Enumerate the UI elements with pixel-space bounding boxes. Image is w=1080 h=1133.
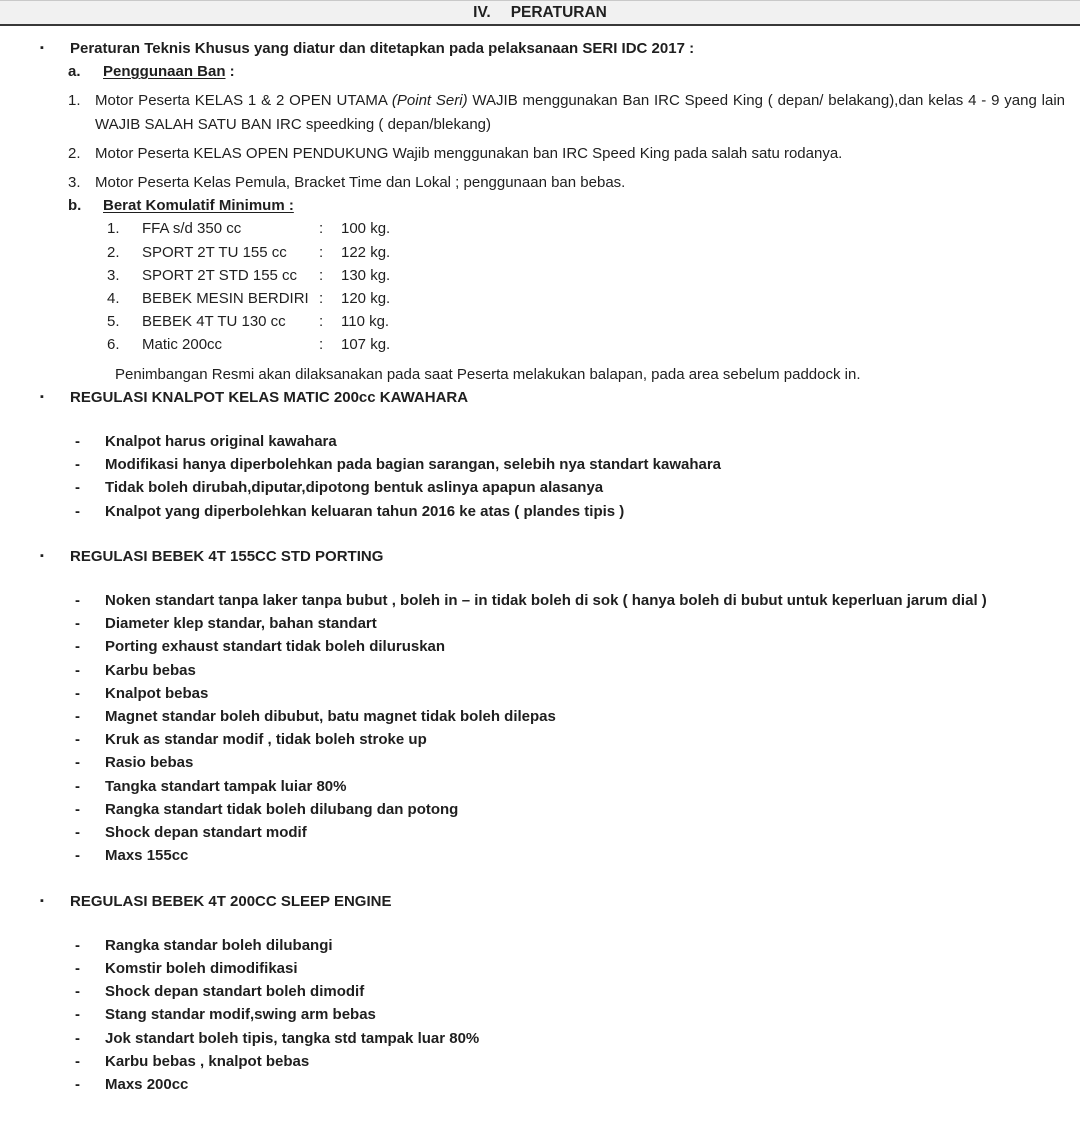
dash-marker: - bbox=[75, 959, 80, 977]
weight-class: BEBEK 4T TU 130 cc bbox=[142, 313, 286, 331]
dash-list bbox=[40, 934, 1065, 1096]
list-item-text: Tidak boleh dirubah,diputar,dipotong bentuk aslinya apapun alasanya bbox=[105, 479, 604, 497]
list-item bbox=[75, 821, 1065, 844]
list-item bbox=[75, 476, 1065, 499]
weight-value: 130 kg. bbox=[341, 266, 391, 284]
list-item bbox=[75, 705, 1065, 728]
section-heading: REGULASI BEBEK 4T 200CC SLEEP ENGINE bbox=[70, 892, 392, 910]
section-heading-row bbox=[40, 545, 1065, 568]
weight-row bbox=[107, 217, 1065, 240]
item-number: 1. bbox=[68, 92, 81, 110]
section-heading: REGULASI KNALPOT KELAS MATIC 200cc KAWAHARA bbox=[70, 388, 469, 406]
list-item bbox=[75, 751, 1065, 774]
item-number: 3. bbox=[68, 174, 81, 192]
regulation-section-knalpot bbox=[40, 386, 1065, 523]
item-text-italic: (Point Seri) bbox=[391, 92, 468, 110]
dash-marker: - bbox=[75, 479, 80, 497]
document-body bbox=[0, 26, 1080, 1096]
numbered-item bbox=[68, 142, 1065, 165]
dash-marker: - bbox=[75, 1075, 80, 1093]
list-item-text: Shock depan standart modif bbox=[105, 824, 307, 842]
subheading-a-suffix: : bbox=[225, 63, 235, 81]
weight-number: 1. bbox=[107, 220, 120, 238]
list-item bbox=[75, 612, 1065, 635]
weight-number: 4. bbox=[107, 290, 120, 308]
list-item bbox=[75, 728, 1065, 751]
item-text-post: WAJIB menggunakan Ban IRC Speed King ( depan/ belakang),dan kelas 4 - 9 yang lain WAJIB SALAH SATU BAN IRC speedking ( depan/blekang) bbox=[95, 92, 1065, 133]
weight-colon: : bbox=[319, 220, 324, 238]
list-item bbox=[75, 844, 1065, 867]
weight-colon: : bbox=[319, 336, 324, 354]
section-numeral: IV. bbox=[473, 3, 491, 21]
square-bullet-icon: ▪ bbox=[40, 894, 44, 907]
list-item bbox=[75, 1073, 1065, 1096]
subheading-a-text bbox=[103, 60, 235, 83]
list-item-text: Rangka standart tidak boleh dilubang dan potong bbox=[105, 800, 459, 818]
weight-colon: : bbox=[319, 243, 324, 261]
weight-value: 110 kg. bbox=[341, 313, 390, 331]
list-item bbox=[75, 659, 1065, 682]
list-item-text: Diameter klep standar, bahan standart bbox=[105, 615, 377, 633]
section-heading: REGULASI BEBEK 4T 155CC STD PORTING bbox=[70, 547, 384, 565]
subheading-b-title: Berat Komulatif Minimum : bbox=[103, 197, 294, 215]
square-bullet-icon: ▪ bbox=[40, 549, 44, 562]
section-heading-row bbox=[40, 890, 1065, 913]
numbered-item bbox=[68, 171, 1065, 194]
page-title: PERATURAN bbox=[510, 3, 607, 21]
list-item bbox=[75, 957, 1065, 980]
dash-marker: - bbox=[75, 847, 80, 865]
dash-marker: - bbox=[75, 684, 80, 702]
list-item-text: Magnet standar boleh dibubut, batu magnet tidak boleh dilepas bbox=[105, 708, 556, 726]
list-item bbox=[75, 980, 1065, 1003]
weight-colon: : bbox=[319, 290, 324, 308]
weight-row bbox=[107, 287, 1065, 310]
dash-marker: - bbox=[75, 592, 80, 610]
list-item-text: Knalpot bebas bbox=[105, 684, 209, 702]
subheading-a-title: Penggunaan Ban bbox=[103, 63, 226, 81]
weight-class: FFA s/d 350 cc bbox=[142, 220, 242, 238]
weighing-note: Penimbangan Resmi akan dilaksanakan pada saat Peserta melakukan balapan, pada area sebelum paddock in. bbox=[115, 365, 861, 383]
dash-marker: - bbox=[75, 433, 80, 451]
numbered-item bbox=[68, 89, 1065, 135]
list-item bbox=[75, 1050, 1065, 1073]
list-item bbox=[75, 453, 1065, 476]
section-header bbox=[0, 0, 1080, 26]
list-item-text: Rangka standar boleh dilubangi bbox=[105, 936, 333, 954]
weight-number: 5. bbox=[107, 313, 120, 331]
section-heading-row bbox=[40, 386, 1065, 409]
dash-list bbox=[40, 589, 1065, 867]
item-text: Motor Peserta Kelas Pemula, Bracket Time dan Lokal ; penggunaan ban bebas. bbox=[95, 174, 626, 192]
list-item-text: Rasio bebas bbox=[105, 754, 194, 772]
subheading-b bbox=[68, 194, 1065, 217]
dash-marker: - bbox=[75, 777, 80, 795]
list-item-text: Komstir boleh dimodifikasi bbox=[105, 959, 298, 977]
dash-marker: - bbox=[75, 615, 80, 633]
dash-marker: - bbox=[75, 936, 80, 954]
dash-marker: - bbox=[75, 708, 80, 726]
subheading-a-label: a. bbox=[68, 63, 81, 81]
list-item bbox=[75, 500, 1065, 523]
list-item bbox=[75, 934, 1065, 957]
list-item-text: Tangka standart tampak luiar 80% bbox=[105, 777, 347, 795]
lead-bullet-row bbox=[40, 37, 1065, 60]
dash-marker: - bbox=[75, 824, 80, 842]
weight-value: 100 kg. bbox=[341, 220, 391, 238]
weight-colon: : bbox=[319, 313, 324, 331]
weight-number: 6. bbox=[107, 336, 120, 354]
list-item-text: Stang standar modif,swing arm bebas bbox=[105, 1006, 376, 1024]
item-number: 2. bbox=[68, 144, 81, 162]
list-item-text: Porting exhaust standart tidak boleh diluruskan bbox=[105, 638, 446, 656]
regulation-section-200cc bbox=[40, 890, 1065, 1097]
list-item-text: Modifikasi hanya diperbolehkan pada bagian sarangan, selebih nya standart kawahara bbox=[105, 456, 722, 474]
list-item-text: Karbu bebas , knalpot bebas bbox=[105, 1052, 310, 1070]
weight-row bbox=[107, 264, 1065, 287]
list-item bbox=[75, 682, 1065, 705]
weight-value: 120 kg. bbox=[341, 290, 391, 308]
weight-row bbox=[107, 310, 1065, 333]
weight-class: BEBEK MESIN BERDIRI bbox=[142, 290, 309, 308]
weight-number: 2. bbox=[107, 243, 120, 261]
weight-row bbox=[107, 241, 1065, 264]
square-bullet-icon: ▪ bbox=[40, 390, 44, 403]
dash-marker: - bbox=[75, 1006, 80, 1024]
lead-text: Peraturan Teknis Khusus yang diatur dan ditetapkan pada pelaksanaan SERI IDC 2017 : bbox=[70, 40, 695, 57]
dash-marker: - bbox=[75, 456, 80, 474]
list-item-text: Kruk as standar modif , tidak boleh stroke up bbox=[105, 731, 427, 749]
dash-list bbox=[40, 430, 1065, 523]
dash-marker: - bbox=[75, 800, 80, 818]
list-item bbox=[75, 1027, 1065, 1050]
list-item-text: Maxs 155cc bbox=[105, 847, 189, 865]
list-item-text: Shock depan standart boleh dimodif bbox=[105, 983, 365, 1001]
list-item-text: Knalpot harus original kawahara bbox=[105, 433, 337, 451]
weight-number: 3. bbox=[107, 266, 120, 284]
dash-marker: - bbox=[75, 638, 80, 656]
weight-list bbox=[40, 217, 1065, 356]
weight-value: 107 kg. bbox=[341, 336, 391, 354]
list-item-text: Karbu bebas bbox=[105, 661, 196, 679]
weight-value: 122 kg. bbox=[341, 243, 391, 261]
square-bullet-icon: ▪ bbox=[40, 42, 44, 54]
list-item bbox=[75, 635, 1065, 658]
weight-colon: : bbox=[319, 266, 324, 284]
list-item bbox=[75, 589, 1065, 612]
weight-row bbox=[107, 333, 1065, 356]
dash-marker: - bbox=[75, 502, 80, 520]
subheading-b-label: b. bbox=[68, 197, 82, 215]
item-text bbox=[95, 89, 1065, 135]
list-item-text: Knalpot yang diperbolehkan keluaran tahun 2016 ke atas ( plandes tipis ) bbox=[105, 502, 625, 520]
list-item bbox=[75, 798, 1065, 821]
dash-marker: - bbox=[75, 754, 80, 772]
regulation-section-155cc bbox=[40, 545, 1065, 868]
list-item bbox=[75, 1003, 1065, 1026]
item-text-pre: Motor Peserta KELAS 1 & 2 OPEN UTAMA bbox=[95, 92, 392, 110]
list-item-text: Noken standart tanpa laker tanpa bubut , boleh in – in tidak boleh di sok ( hanya boleh di bubut untuk keperluan jarum dial ) bbox=[105, 592, 987, 610]
list-item bbox=[75, 430, 1065, 453]
weight-class: SPORT 2T STD 155 cc bbox=[142, 266, 298, 284]
dash-marker: - bbox=[75, 731, 80, 749]
dash-marker: - bbox=[75, 661, 80, 679]
weight-class: SPORT 2T TU 155 cc bbox=[142, 243, 287, 261]
subheading-a bbox=[68, 60, 1065, 83]
weight-class: Matic 200cc bbox=[142, 336, 223, 354]
list-item-text: Jok standart boleh tipis, tangka std tampak luar 80% bbox=[105, 1029, 480, 1047]
list-item-text: Maxs 200cc bbox=[105, 1075, 189, 1093]
dash-marker: - bbox=[75, 1029, 80, 1047]
item-text: Motor Peserta KELAS OPEN PENDUKUNG Wajib menggunakan ban IRC Speed King pada salah satu rodanya. bbox=[95, 144, 843, 162]
dash-marker: - bbox=[75, 983, 80, 1001]
dash-marker: - bbox=[75, 1052, 80, 1070]
list-item bbox=[75, 775, 1065, 798]
